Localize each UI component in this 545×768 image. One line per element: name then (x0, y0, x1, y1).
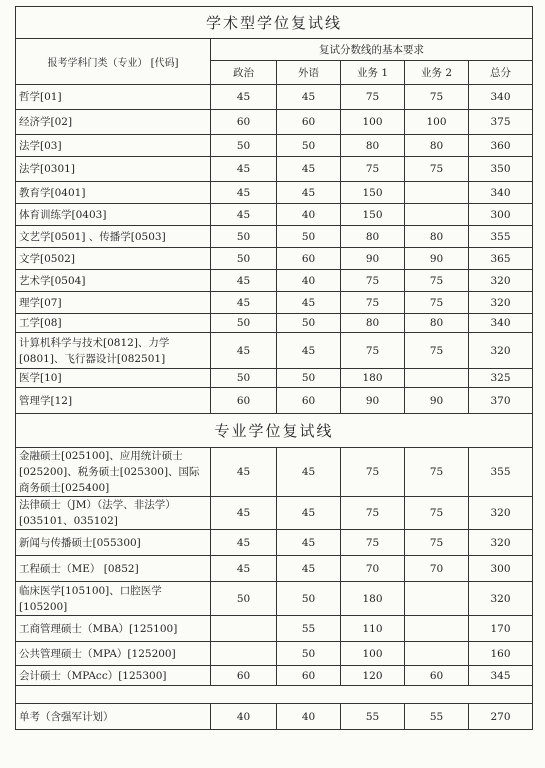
foreign-language-score: 60 (277, 248, 341, 270)
politics-score: 45 (211, 182, 277, 204)
foreign-language-score: 60 (277, 388, 341, 414)
table-row (16, 182, 533, 204)
total-score: 325 (469, 369, 533, 388)
subject-2-score: 75 (405, 497, 469, 530)
subject-name: 理学[07] (16, 292, 211, 314)
foreign-language-score: 45 (277, 85, 341, 110)
total-score: 340 (469, 85, 533, 110)
subject-1-score: 150 (341, 204, 405, 226)
total-score: 320 (469, 333, 533, 369)
subject-2-score: 75 (405, 270, 469, 292)
subject-name: 医学[10] (16, 369, 211, 388)
subject-name: 艺术学[0504] (16, 270, 211, 292)
subject-2-score (405, 204, 469, 226)
score-table (15, 6, 533, 730)
subject-name: 教育学[0401] (16, 182, 211, 204)
foreign-language-score: 45 (277, 182, 341, 204)
foreign-language-score: 50 (277, 369, 341, 388)
politics-score: 50 (211, 248, 277, 270)
total-score: 345 (469, 666, 533, 686)
subject-1-score: 80 (341, 314, 405, 333)
subject-name: 工商管理硕士（MBA）[125100] (16, 616, 211, 642)
total-score: 365 (469, 248, 533, 270)
subject-2-score (405, 582, 469, 616)
total-score: 360 (469, 135, 533, 157)
politics-score: 50 (211, 135, 277, 157)
foreign-language-score: 45 (277, 556, 341, 582)
politics-score: 60 (211, 110, 277, 135)
subject-1-score: 75 (341, 448, 405, 497)
subject-name: 法律硕士（JM）（法学、非法学）[035101、035102] (16, 497, 211, 530)
subject-2-score: 80 (405, 135, 469, 157)
total-score: 320 (469, 582, 533, 616)
subject-2-score: 90 (405, 248, 469, 270)
table-row (16, 292, 533, 314)
subject-2-score: 75 (405, 292, 469, 314)
politics-score: 45 (211, 157, 277, 182)
politics-score: 50 (211, 369, 277, 388)
table-row (16, 333, 533, 369)
subject-name: 临床医学[105100]、口腔医学[105200] (16, 582, 211, 616)
foreign-language-score: 40 (277, 204, 341, 226)
total-score: 375 (469, 110, 533, 135)
subject-name: 管理学[12] (16, 388, 211, 414)
subject-1-score: 120 (341, 666, 405, 686)
table-row (16, 204, 533, 226)
subject-name: 工程硕士（ME） [0852] (16, 556, 211, 582)
subject-2-score: 100 (405, 110, 469, 135)
table-row (16, 135, 533, 157)
subject-2-score: 90 (405, 388, 469, 414)
foreign-language-score: 45 (277, 497, 341, 530)
politics-score: 45 (211, 448, 277, 497)
politics-score: 45 (211, 497, 277, 530)
subject-name: 体育训练学[0403] (16, 204, 211, 226)
total-score: 370 (469, 388, 533, 414)
group-header: 复试分数线的基本要求 (211, 39, 533, 61)
subject-1-score: 80 (341, 135, 405, 157)
subject-2-score: 70 (405, 556, 469, 582)
foreign-language-score: 40 (277, 270, 341, 292)
table-row (16, 642, 533, 666)
subject-1-score: 100 (341, 642, 405, 666)
subject-1-score: 55 (341, 704, 405, 730)
politics-score: 60 (211, 388, 277, 414)
subject-2-score (405, 369, 469, 388)
header-row-1 (16, 39, 533, 61)
col-header-subject-1: 业务 1 (341, 61, 405, 85)
total-score: 320 (469, 497, 533, 530)
foreign-language-score: 45 (277, 157, 341, 182)
subject-name: 新闻与传播硕士[055300] (16, 530, 211, 556)
subject-name: 金融硕士[025100]、应用统计硕士[025200]、税务硕士[025300]、国际商务硕士[025400] (16, 448, 211, 497)
politics-score: 50 (211, 314, 277, 333)
subject-name: 单考（含强军计划） (16, 704, 211, 730)
foreign-language-score: 50 (277, 135, 341, 157)
foreign-language-score: 50 (277, 226, 341, 248)
total-score: 300 (469, 204, 533, 226)
subject-2-score: 55 (405, 704, 469, 730)
subject-1-score: 75 (341, 530, 405, 556)
subject-name: 会计硕士（MPAcc）[125300] (16, 666, 211, 686)
subject-name: 经济学[02] (16, 110, 211, 135)
politics-score: 50 (211, 226, 277, 248)
col-header-politics: 政治 (211, 61, 277, 85)
subject-name: 哲学[01] (16, 85, 211, 110)
col-header-subject-2: 业务 2 (405, 61, 469, 85)
subject-1-score: 180 (341, 369, 405, 388)
table-row (16, 110, 533, 135)
table-row (16, 270, 533, 292)
subject-1-score: 110 (341, 616, 405, 642)
foreign-language-score: 50 (277, 314, 341, 333)
spacer-cell (16, 686, 533, 704)
subject-name: 文艺学[0501] 、传播学[0503] (16, 226, 211, 248)
politics-score: 50 (211, 582, 277, 616)
table-row (16, 616, 533, 642)
politics-score (211, 616, 277, 642)
total-score: 340 (469, 182, 533, 204)
table-row (16, 666, 533, 686)
subject-1-score: 75 (341, 157, 405, 182)
table-row (16, 85, 533, 110)
subject-name: 法学[03] (16, 135, 211, 157)
subject-2-score: 75 (405, 530, 469, 556)
table-row (16, 157, 533, 182)
subject-name: 工学[08] (16, 314, 211, 333)
table-row (16, 497, 533, 530)
politics-score: 45 (211, 292, 277, 314)
subject-1-score: 80 (341, 226, 405, 248)
subject-1-score: 90 (341, 248, 405, 270)
subject-column-header: 报考学科门类（专业） [代码] (16, 39, 211, 85)
subject-1-score: 70 (341, 556, 405, 582)
subject-1-score: 180 (341, 582, 405, 616)
table-row (16, 530, 533, 556)
foreign-language-score: 40 (277, 704, 341, 730)
total-score: 320 (469, 270, 533, 292)
subject-1-score: 75 (341, 292, 405, 314)
subject-name: 公共管理硕士（MPA）[125200] (16, 642, 211, 666)
col-header-foreign-language: 外语 (277, 61, 341, 85)
subject-1-score: 150 (341, 182, 405, 204)
subject-2-score (405, 182, 469, 204)
subject-2-score (405, 642, 469, 666)
subject-1-score: 75 (341, 333, 405, 369)
foreign-language-score: 45 (277, 292, 341, 314)
politics-score: 45 (211, 556, 277, 582)
subject-1-score: 75 (341, 270, 405, 292)
subject-2-score: 75 (405, 448, 469, 497)
table-row (16, 369, 533, 388)
politics-score: 45 (211, 270, 277, 292)
foreign-language-score: 50 (277, 642, 341, 666)
academic-title-row (16, 7, 533, 39)
foreign-language-score: 45 (277, 530, 341, 556)
politics-score (211, 642, 277, 666)
subject-1-score: 75 (341, 85, 405, 110)
politics-score: 45 (211, 85, 277, 110)
total-score: 355 (469, 226, 533, 248)
table-row (16, 582, 533, 616)
subject-1-score: 75 (341, 497, 405, 530)
subject-1-score: 100 (341, 110, 405, 135)
foreign-language-score: 55 (277, 616, 341, 642)
total-score: 340 (469, 314, 533, 333)
subject-2-score (405, 616, 469, 642)
total-score: 355 (469, 448, 533, 497)
subject-name: 文学[0502] (16, 248, 211, 270)
total-score: 320 (469, 292, 533, 314)
academic-section-title: 学术型学位复试线 (16, 7, 533, 39)
foreign-language-score: 45 (277, 448, 341, 497)
foreign-language-score: 50 (277, 582, 341, 616)
politics-score: 40 (211, 704, 277, 730)
professional-title-row (16, 414, 533, 448)
subject-2-score: 80 (405, 314, 469, 333)
table-row (16, 248, 533, 270)
subject-name: 计算机科学与技术[0812]、力学[0801]、飞行器设计[082501] (16, 333, 211, 369)
foreign-language-score: 45 (277, 333, 341, 369)
total-score: 300 (469, 556, 533, 582)
subject-2-score: 80 (405, 226, 469, 248)
total-score: 350 (469, 157, 533, 182)
total-score: 270 (469, 704, 533, 730)
subject-name: 法学[0301] (16, 157, 211, 182)
table-row (16, 314, 533, 333)
subject-2-score: 60 (405, 666, 469, 686)
politics-score: 45 (211, 530, 277, 556)
subject-2-score: 75 (405, 333, 469, 369)
subject-1-score: 90 (341, 388, 405, 414)
table-row (16, 226, 533, 248)
total-score: 320 (469, 530, 533, 556)
professional-section-title: 专业学位复试线 (16, 414, 533, 448)
politics-score: 45 (211, 204, 277, 226)
subject-2-score: 75 (405, 85, 469, 110)
total-score: 160 (469, 642, 533, 666)
politics-score: 60 (211, 666, 277, 686)
col-header-total: 总分 (469, 61, 533, 85)
table-row (16, 388, 533, 414)
special-row (16, 704, 533, 730)
foreign-language-score: 60 (277, 666, 341, 686)
table-row (16, 556, 533, 582)
total-score: 170 (469, 616, 533, 642)
foreign-language-score: 60 (277, 110, 341, 135)
subject-2-score: 75 (405, 157, 469, 182)
table-row (16, 448, 533, 497)
politics-score: 45 (211, 333, 277, 369)
spacer-row (16, 686, 533, 704)
